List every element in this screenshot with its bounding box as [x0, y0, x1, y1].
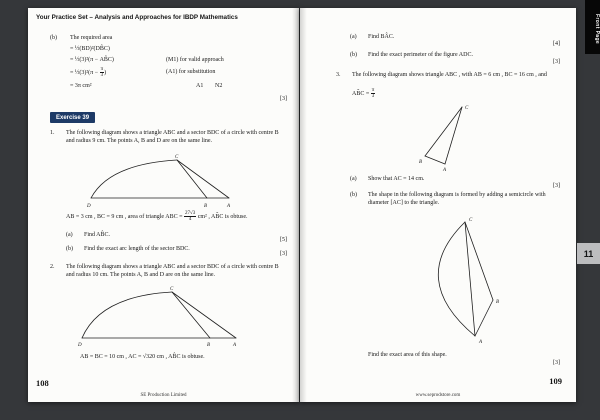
vertex-label-c: C	[175, 155, 179, 160]
vertex-label-a: A	[443, 168, 447, 172]
q3-part-a-marks: [3]	[553, 183, 560, 189]
math-line-4-note-n2: N2	[215, 83, 223, 89]
q2-part-b-label: (b)	[350, 52, 357, 58]
fraction-denominator: 4	[188, 217, 192, 222]
question-1-text: The following diagram shows a triangle ABC and a sector BDC of a circle with centre B and radius 9 cm. The points A, B and D are on the same line.	[66, 130, 279, 144]
question-3-text: The following diagram shows triangle ABC , with AB = 6 cm , BC = 16 cm , and	[352, 72, 547, 78]
math-line-4: = 3π cm²	[70, 83, 92, 89]
q1-part-a-label: (a)	[66, 232, 73, 238]
vertex-label-d: D	[78, 343, 82, 348]
vertex-label-a: A	[233, 343, 237, 348]
fraction-denominator: 3	[100, 73, 104, 78]
vertex-label-b: B	[204, 204, 208, 209]
vertex-label-c: C	[465, 106, 469, 111]
q3-final-marks: [3]	[553, 360, 560, 366]
q1-part-a-text: Find AB̂C.	[84, 232, 111, 238]
page-number-left: 108	[36, 378, 49, 388]
q3-part-b-text: The shape in the following diagram is formed by adding a semicircle with diameter [AC] to the triangle.	[368, 192, 546, 206]
math-line-4-note-a1: A1	[196, 83, 204, 89]
math-line-3-pre: = ½(3)²(π −	[70, 69, 100, 76]
q2-part-a-label: (a)	[350, 34, 357, 40]
q2-part-b-marks: [3]	[553, 59, 560, 65]
q2-part-b-text: Find the exact perimeter of the figure ADC.	[368, 52, 473, 58]
q1-part-a-marks: [5]	[280, 237, 287, 243]
question-2-number: 2.	[50, 264, 55, 270]
footer-right: www.seprodstore.com	[415, 393, 461, 398]
question-2-given: AB = BC = 10 cm , AC = √320 cm , AB̂C is obtuse.	[80, 354, 205, 360]
math-line-2-note: (M1) for valid approach	[166, 57, 224, 63]
vertex-label-b: B	[419, 160, 423, 165]
front-page-tab: Front Page	[585, 0, 600, 54]
left-page	[28, 8, 299, 402]
header-title: Your Practice Set – Analysis and Approaches for IBDP Mathematics	[36, 14, 238, 21]
vertex-label-b: B	[207, 343, 211, 348]
vertex-label-c: C	[170, 287, 174, 292]
figure-triangle-3	[418, 100, 478, 172]
q3-part-a-label: (a)	[350, 176, 357, 182]
vertex-label-a: A	[479, 340, 483, 345]
page-number-right: 109	[549, 376, 562, 386]
q1-part-b-text: Find the exact arc length of the sector BDC.	[84, 246, 190, 252]
question-3-angle	[352, 88, 375, 99]
part-b-marks: [3]	[280, 96, 287, 102]
vertex-label-a: A	[227, 204, 231, 209]
figure-sector-triangle-1	[83, 152, 238, 210]
question-3-number: 3.	[336, 72, 341, 78]
fraction-pi-over-3	[371, 88, 376, 99]
fraction-numerator: π	[100, 67, 104, 72]
question-1-number: 1.	[50, 130, 55, 136]
exercise-badge: Exercise 39	[50, 112, 95, 123]
math-line-3-post: )	[104, 69, 107, 76]
fraction-numerator: π	[371, 88, 375, 93]
fraction-numerator: 27√3	[184, 211, 196, 216]
chapter-tab-11: 11	[577, 243, 600, 264]
figure-semicircle-triangle-4	[425, 214, 505, 346]
part-b-label: (b)	[50, 35, 57, 41]
q3-part-b-label: (b)	[350, 192, 357, 198]
math-line-2: = ½(3)²(π − AB̂C)	[70, 57, 114, 63]
fraction-denominator: 3	[371, 94, 375, 99]
given-pre: AB = 3 cm , BC = 9 cm , area of triangle ABC =	[66, 213, 184, 220]
vertex-label-b: B	[496, 300, 500, 305]
math-line-3	[70, 67, 106, 78]
q2-part-a-marks: [4]	[553, 41, 560, 47]
math-line-3-note: (A1) for substitution	[166, 69, 216, 75]
vertex-label-d: D	[87, 204, 91, 209]
fraction-27root3-over-4	[184, 211, 196, 222]
footer-left: SE Production Limited	[140, 393, 187, 398]
q1-part-b-marks: [3]	[280, 251, 287, 257]
math-line-1: = ½(BD)²(DB̂C)	[70, 46, 110, 52]
part-b-intro: The required area	[70, 35, 113, 41]
given-post: cm² , AB̂C is obtuse.	[196, 213, 248, 220]
q3-part-a-text: Show that AC = 14 cm.	[368, 176, 425, 182]
figure-sector-triangle-2	[76, 284, 246, 350]
angle-pre: AB̂C =	[352, 90, 371, 97]
vertex-label-c: C	[469, 218, 473, 223]
question-1-given	[66, 211, 296, 222]
right-page	[300, 8, 576, 402]
question-2-text: The following diagram shows a triangle ABC and a sector BDC of a circle with centre B and radius 10 cm. The points A, B and D are on the same line.	[66, 264, 279, 278]
q3-final-text: Find the exact area of this shape.	[368, 352, 447, 358]
q2-part-a-text: Find BÂC.	[368, 34, 395, 40]
q1-part-b-label: (b)	[66, 246, 73, 252]
